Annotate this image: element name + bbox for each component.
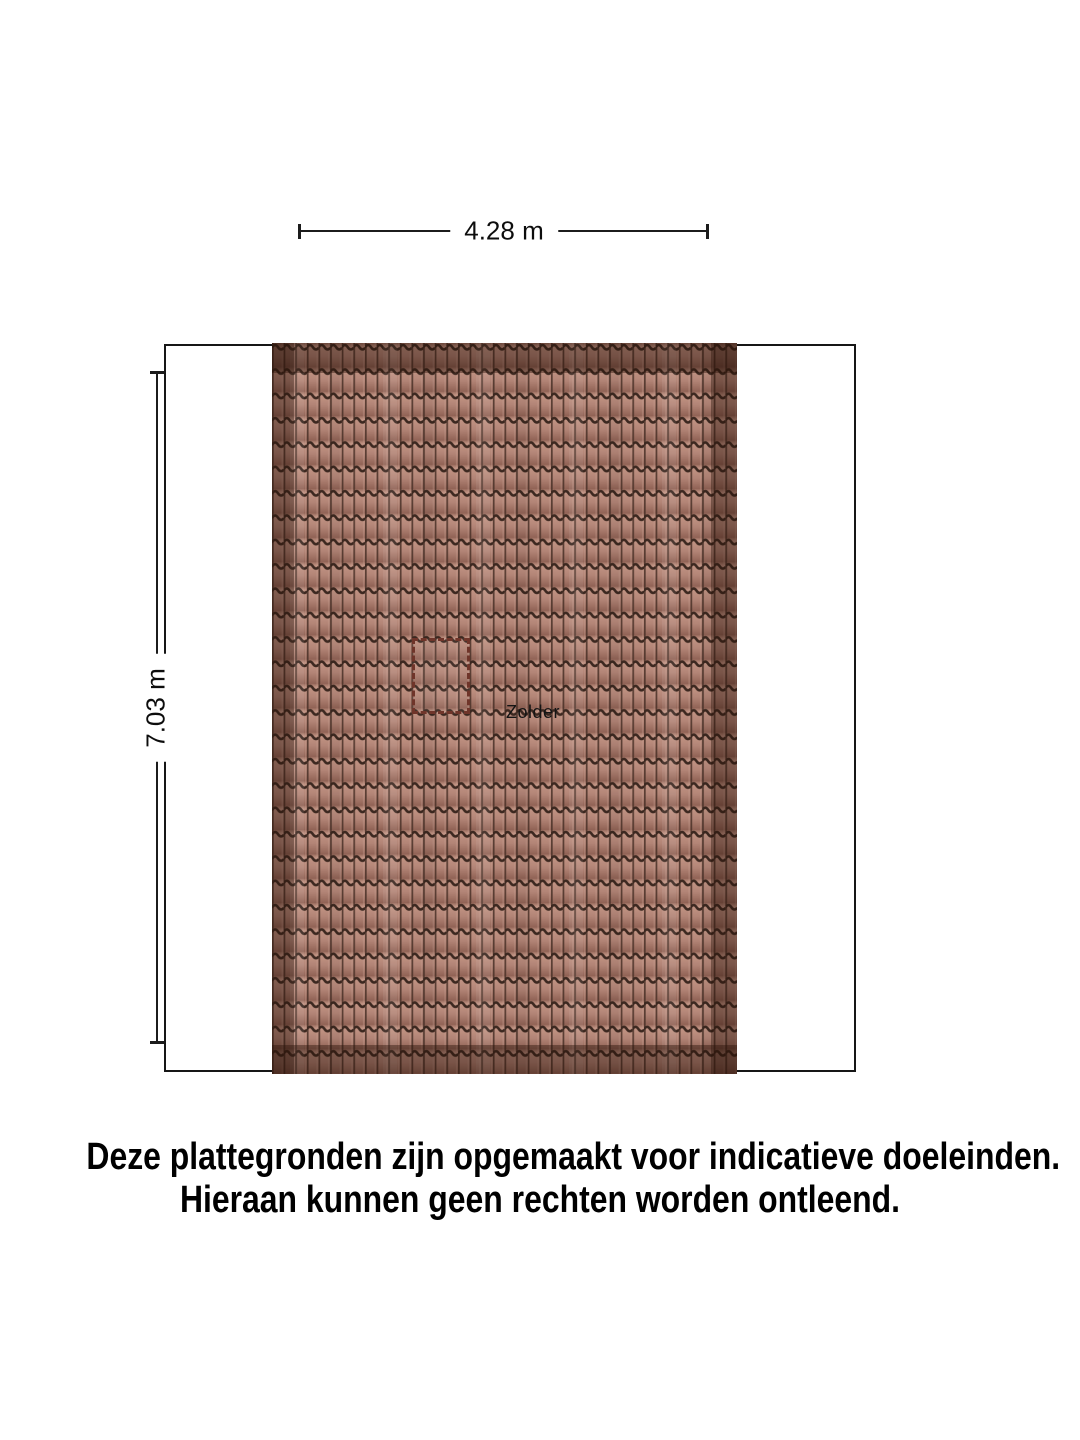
skylight-dashed-outline [412,638,470,714]
height-dimension-label: 7.03 m [139,654,174,762]
width-dimension-tick-left [298,224,301,239]
width-dimension-label: 4.28 m [450,214,558,249]
height-dimension-tick-bottom [150,1041,165,1044]
height-dimension-tick-top [150,371,165,374]
disclaimer-text [86,1136,1061,1222]
disclaimer-line-2: Hieraan kunnen geen rechten worden ontleend. [179,1179,901,1221]
room-label: Zolder [505,702,561,722]
disclaimer-line-1: Deze plattegronden zijn opgemaakt voor indicatieve doeleinden. [86,1136,1061,1178]
width-dimension-tick-right [706,224,709,239]
